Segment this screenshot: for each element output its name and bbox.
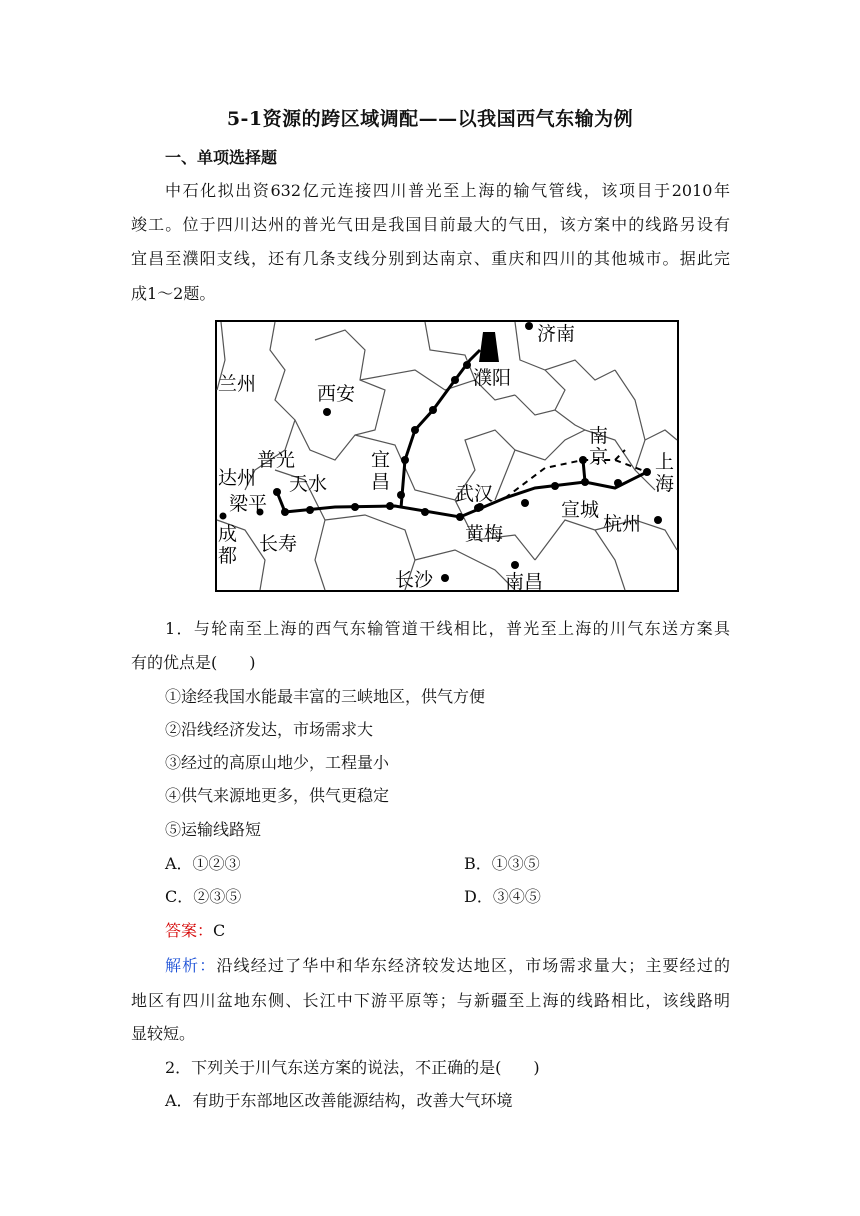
pipeline-map — [215, 320, 679, 592]
q1-analysis-line-2: 地区有四川盆地东侧、长江中下游平原等；与新疆至上海的线路相比，该线路明 — [131, 991, 730, 1010]
q2-stem: 2．下列关于川气东送方案的说法，不正确的是( ) — [165, 1058, 540, 1077]
map-label-changsha: 长沙 — [395, 569, 434, 591]
q1-analysis-line-3: 显较短。 — [131, 1024, 196, 1043]
answer-label: 答案： — [165, 921, 214, 940]
map-label-yichang-2: 昌 — [371, 471, 391, 493]
q1-stem-line-1: 1．与轮南至上海的西气东输管道干线相比，普光至上海的川气东送方案具 — [165, 619, 730, 638]
map-label-lanzhou: 兰州 — [218, 373, 257, 395]
map-label-liangping: 梁平 — [229, 493, 268, 515]
map-label-nanjing-2: 京 — [589, 446, 609, 468]
map-label-shanghai-2: 海 — [655, 473, 675, 495]
map-label-puguang: 普光 — [257, 449, 296, 471]
map-label-changshou: 长寿 — [259, 533, 298, 555]
page-title: 5-1资源的跨区域调配——以我国西气东输为例 — [226, 108, 634, 130]
q1-option-b: B．①③⑤ — [464, 854, 540, 873]
q1-option-d: D．③④⑤ — [464, 887, 541, 906]
map-label-chengdu-2: 都 — [218, 545, 238, 567]
q1-option-a: A．①②③ — [165, 854, 241, 873]
map-label-wuhan: 武汉 — [455, 483, 494, 505]
section-heading: 一、单项选择题 — [165, 148, 278, 167]
q1-analysis-line-1 — [165, 953, 730, 976]
q1-item-2: ②沿线经济发达，市场需求大 — [165, 720, 374, 739]
map-label-tianshui: 天水 — [289, 473, 328, 495]
map-label-dazhou: 达州 — [218, 467, 257, 489]
map-label-xian: 西安 — [317, 383, 356, 405]
map-label-xuancheng: 宣城 — [561, 499, 600, 521]
q1-item-1: ①途经我国水能最丰富的三峡地区，供气方便 — [165, 687, 486, 706]
intro-line-4: 成1～2题。 — [131, 284, 216, 303]
map-label-chengdu-1: 成 — [218, 523, 238, 545]
intro-line-2: 竣工。位于四川达州的普光气田是我国目前最大的气田，该方案中的线路另设有 — [131, 215, 730, 234]
q1-item-5: ⑤运输线路短 — [165, 820, 262, 839]
map-label-puyang: 濮阳 — [473, 367, 512, 389]
map-label-shanghai-1: 上 — [655, 451, 675, 473]
q1-option-c: C．②③⑤ — [165, 887, 242, 906]
map-label-nanchang: 南昌 — [505, 571, 544, 592]
intro-line-3: 宜昌至濮阳支线，还有几条支线分别到达南京、重庆和四川的其他城市。据此完 — [131, 249, 730, 268]
analysis-text-1: 沿线经过了华中和华东经济较发达地区，市场需求量大；主要经过的 — [216, 956, 730, 975]
map-label-jinan: 济南 — [537, 323, 576, 345]
q1-item-3: ③经过的高原山地少，工程量小 — [165, 753, 390, 772]
map-label-yichang-1: 宜 — [371, 449, 391, 471]
map-label-hangzhou: 杭州 — [603, 513, 642, 535]
analysis-label: 解析： — [165, 956, 217, 975]
map-label-nanjing-1: 南 — [589, 425, 609, 447]
q1-stem-line-2: 有的优点是( ) — [131, 653, 256, 672]
intro-line-1: 中石化拟出资632亿元连接四川普光至上海的输气管线，该项目于2010年 — [165, 181, 730, 200]
q1-item-4: ④供气来源地更多，供气更稳定 — [165, 786, 390, 805]
q2-option-a: A．有助于东部地区改善能源结构，改善大气环境 — [165, 1091, 513, 1110]
q1-answer — [165, 918, 225, 941]
map-label-huangmei: 黄梅 — [465, 523, 504, 545]
answer-value: C — [213, 921, 226, 940]
